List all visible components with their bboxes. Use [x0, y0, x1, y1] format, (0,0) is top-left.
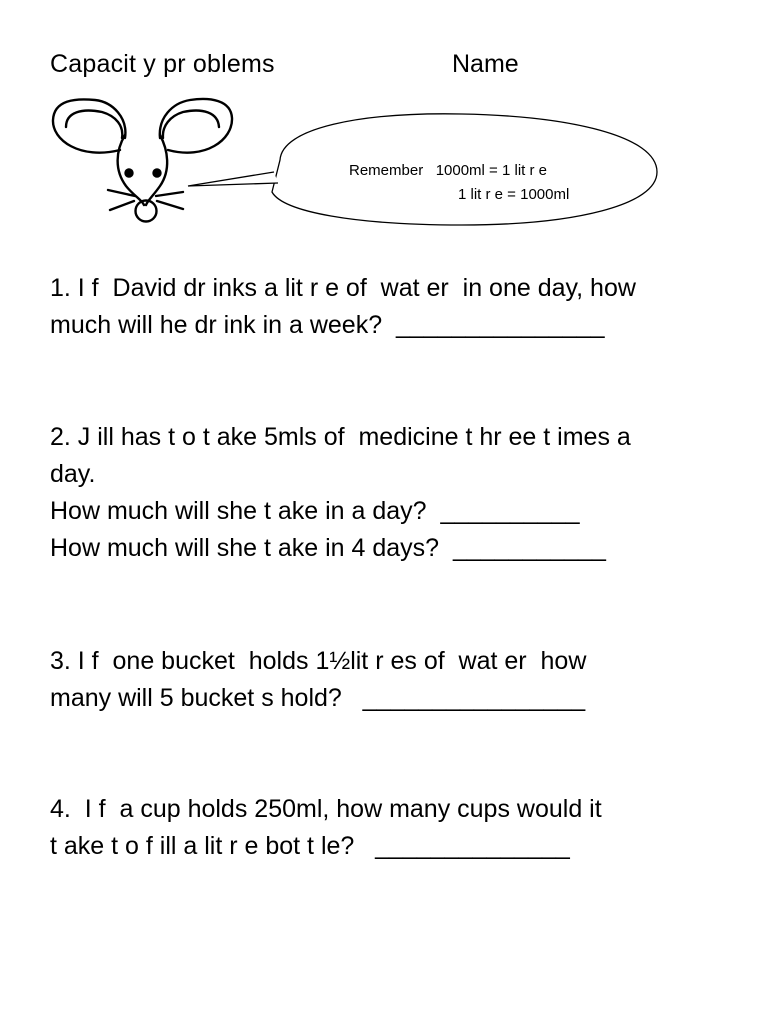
question-2-line-2: day. — [50, 460, 96, 488]
name-label: Name — [452, 50, 519, 78]
question-3 — [50, 643, 586, 717]
question-4-line-2: t ake t o f ill a lit r e bot t le? ______________ — [50, 832, 570, 860]
question-2-line-3: How much will she t ake in a day? __________ — [50, 497, 580, 525]
question-2 — [50, 419, 631, 567]
question-3-line-1: 3. I f one bucket holds 1½lit r es of wat er how — [50, 647, 587, 675]
question-1-line-1: 1. I f David dr inks a lit r e of wat er in one day, how — [50, 274, 636, 302]
question-2-line-4: How much will she t ake in 4 days? ___________ — [50, 534, 606, 562]
question-3-line-2: many will 5 bucket s hold? ________________ — [50, 684, 586, 712]
question-4-line-1: 4. I f a cup holds 250ml, how many cups would it — [50, 795, 602, 823]
bubble-line-1: Remember 1000ml = 1 lit r e — [349, 162, 547, 179]
question-1-line-2: much will he dr ink in a week? _______________ — [50, 311, 605, 339]
mouse-icon — [53, 99, 232, 222]
bubble-line-2: 1 lit r e = 1000ml — [458, 186, 570, 203]
question-2-line-1: 2. J ill has t o t ake 5mls of medicine t hr ee t imes a — [50, 423, 631, 451]
question-1 — [50, 270, 636, 344]
question-4 — [50, 791, 602, 865]
mouse-illustration — [0, 0, 770, 260]
page-title: Capacit y pr oblems — [50, 50, 275, 78]
